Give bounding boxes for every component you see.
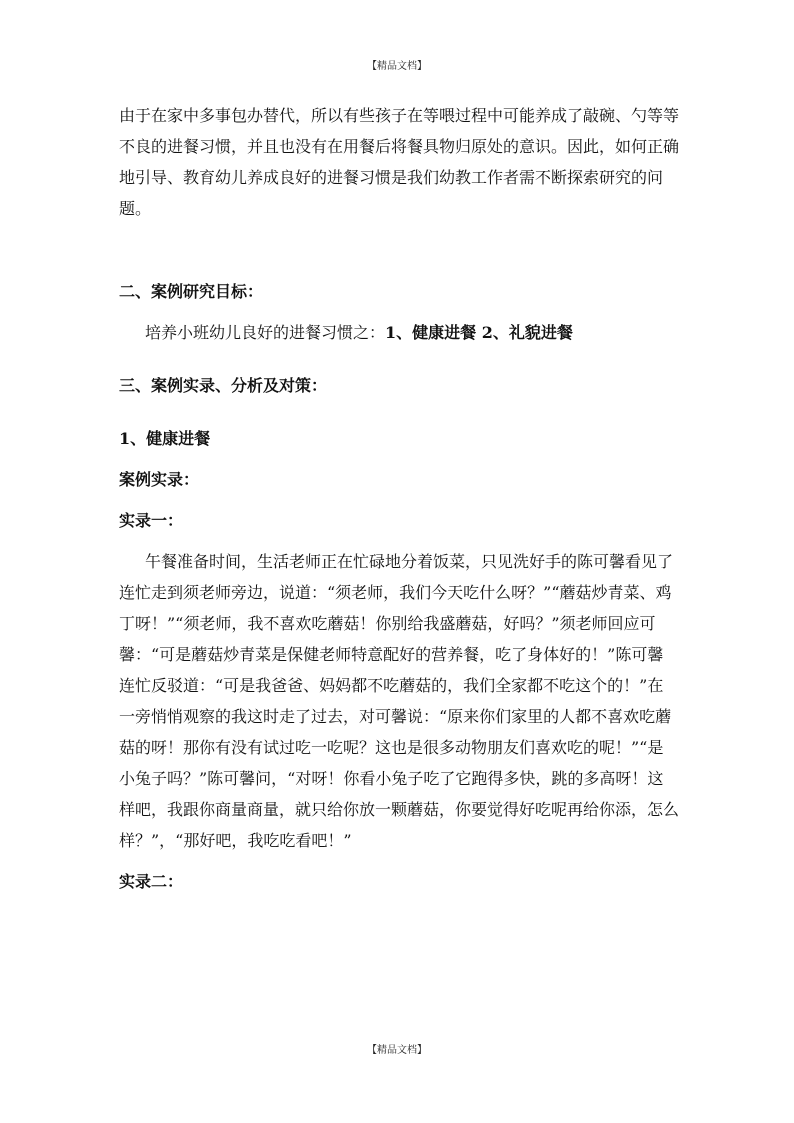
document-body <box>119 100 679 897</box>
goal-bold: 1、健康进餐 2、礼貌进餐 <box>385 323 573 342</box>
section-heading-cases: 三、案例实录、分析及对策： <box>119 376 328 395</box>
goal-text: 培养小班幼儿良好的进餐习惯之： <box>145 323 386 342</box>
subheading-record-one: 实录一： <box>119 511 184 530</box>
section-heading-goals: 二、案例研究目标： <box>119 282 264 301</box>
page-header: 【精品文档】 <box>367 61 427 72</box>
subheading-record-two: 实录二： <box>119 872 184 891</box>
goal-paragraph <box>119 317 679 348</box>
subheading-healthy-eating: 1、健康进餐 <box>119 429 211 448</box>
intro-paragraph: 由于在家中多事包办替代，所以有些孩子在等喂过程中可能养成了敲碗、勺等等不良的进餐习惯，并且也没有在用餐后将餐具物归原处的意识。因此，如何正确地引导、教育幼儿养成良好的进餐习惯是我们幼教工作者需不断探索研究的问题。 <box>119 106 680 218</box>
subheading-case-record: 案例实录： <box>119 470 200 489</box>
page-footer: 【精品文档】 <box>367 1045 427 1056</box>
record-one-paragraph: 午餐准备时间，生活老师正在忙碌地分着饭菜，只见洗好手的陈可馨看见了连忙走到须老师旁边，说道：“须老师，我们今天吃什么呀？”“蘑菇炒青菜、鸡丁呀！”“须老师，我不喜欢吃蘑菇！你别给我盛蘑菇，好吗？”须老师回应可馨：“可是蘑菇炒青菜是保健老师特意配好的营养餐，吃了身体好的！”陈可馨连忙反驳道：“可是我爸爸、妈妈都不吃蘑菇的，我们全家都不吃这个的！”在一旁悄悄观察的我这时走了过去，对可馨说：“原来你们家里的人都不喜欢吃蘑菇的呀！那你有没有试过吃一吃呢？这也是很多动物朋友们喜欢吃的呢！”“是小兔子吗？”陈可馨问，“对呀！你看小兔子吃了它跑得多快，跳的多高呀！这样吧，我跟你商量商量，就只给你放一颗蘑菇，你要觉得好吃呢再给你添，怎么样？”，“那好吧，我吃吃看吧！” <box>119 552 680 850</box>
